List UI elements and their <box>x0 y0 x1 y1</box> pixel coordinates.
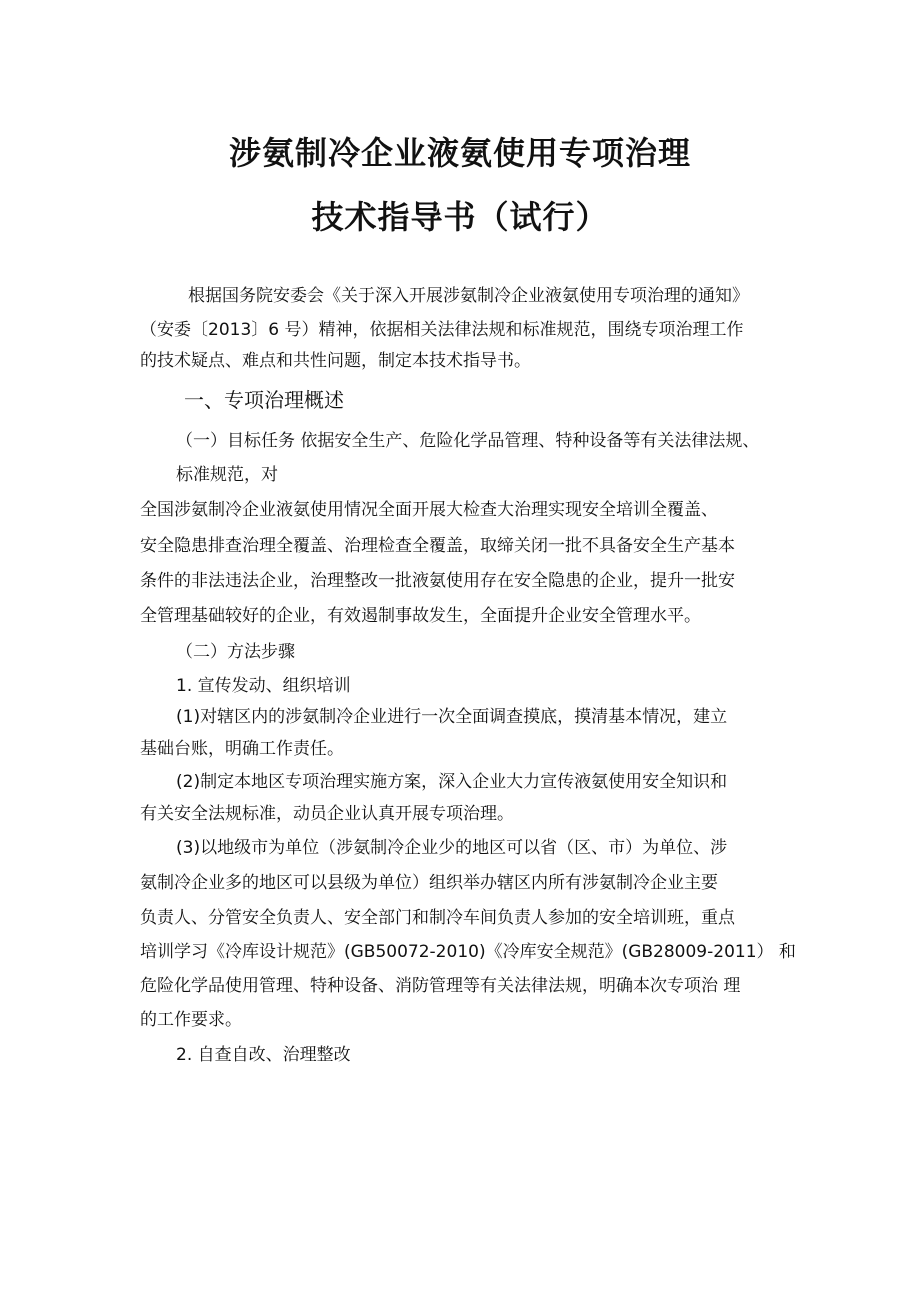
step-paragraph-line: (3)以地级市为单位（涉氨制冷企业少的地区可以省（区、市）为单位、涉 <box>176 838 728 858</box>
goal-line: 全管理基础较好的企业，有效遏制事故发生，全面提升企业安全管理水平。 <box>140 606 701 626</box>
step-paragraph-line: 负责人、分管安全负责人、安全部门和制冷车间负责人参加的安全培训班，重点 <box>140 908 735 928</box>
goal-line: 全国涉氨制冷企业液氨使用情况全面开展大检查大治理实现安全培训全覆盖、 <box>140 500 718 520</box>
step-paragraph-line: 危险化学品使用管理、特种设备、消防管理等有关法律法规，明确本次专项治 理 <box>140 976 741 996</box>
subsection-heading: （二）方法步骤 <box>176 642 295 662</box>
doc-title-line-2: 技术指导书（试行） <box>311 198 609 236</box>
step-paragraph-line: 氨制冷企业多的地区可以县级为单位）组织举办辖区内所有涉氨制冷企业主要 <box>140 873 718 893</box>
intro-line: 的技术疑点、难点和共性问题，制定本技术指导书。 <box>140 351 531 371</box>
step-heading: 1. 宣传发动、组织培训 <box>176 676 351 696</box>
step-paragraph-line: (2)制定本地区专项治理实施方案，深入企业大力宣传液氨使用安全知识和 <box>176 772 728 792</box>
step-paragraph-line: (1)对辖区内的涉氨制冷企业进行一次全面调查摸底，摸清基本情况，建立 <box>176 707 728 727</box>
goal-line: 条件的非法违法企业，治理整改一批液氨使用存在安全隐患的企业，提升一批安 <box>140 571 735 591</box>
step-heading: 2. 自查自改、治理整改 <box>176 1045 351 1065</box>
step-paragraph-line: 的工作要求。 <box>140 1010 242 1030</box>
step-paragraph-line: 基础台账，明确工作责任。 <box>140 739 344 759</box>
goal-line: 安全隐患排查治理全覆盖、治理检查全覆盖，取缔关闭一批不具备安全生产基本 <box>140 536 735 556</box>
intro-line: 根据国务院安委会《关于深入开展涉氨制冷企业液氨使用专项治理的通知》 <box>188 286 749 306</box>
step-paragraph-line: 有关安全法规标准，动员企业认真开展专项治理。 <box>140 804 514 824</box>
doc-title-line-1: 涉氨制冷企业液氨使用专项治理 <box>228 134 691 172</box>
step-paragraph-line: 培训学习《冷库设计规范》(GB50072-2010)《冷库安全规范》(GB28009-2011） 和 <box>140 942 796 962</box>
section-heading: 一、专项治理概述 <box>184 388 344 412</box>
intro-line: （安委〔2013〕6 号）精神，依据相关法律法规和标准规范，围绕专项治理工作 <box>140 320 744 340</box>
goal-line: 标准规范，对 <box>176 465 278 485</box>
goal-line: （一）目标任务 依据安全生产、危险化学品管理、特种设备等有关法律法规、 <box>176 431 760 451</box>
